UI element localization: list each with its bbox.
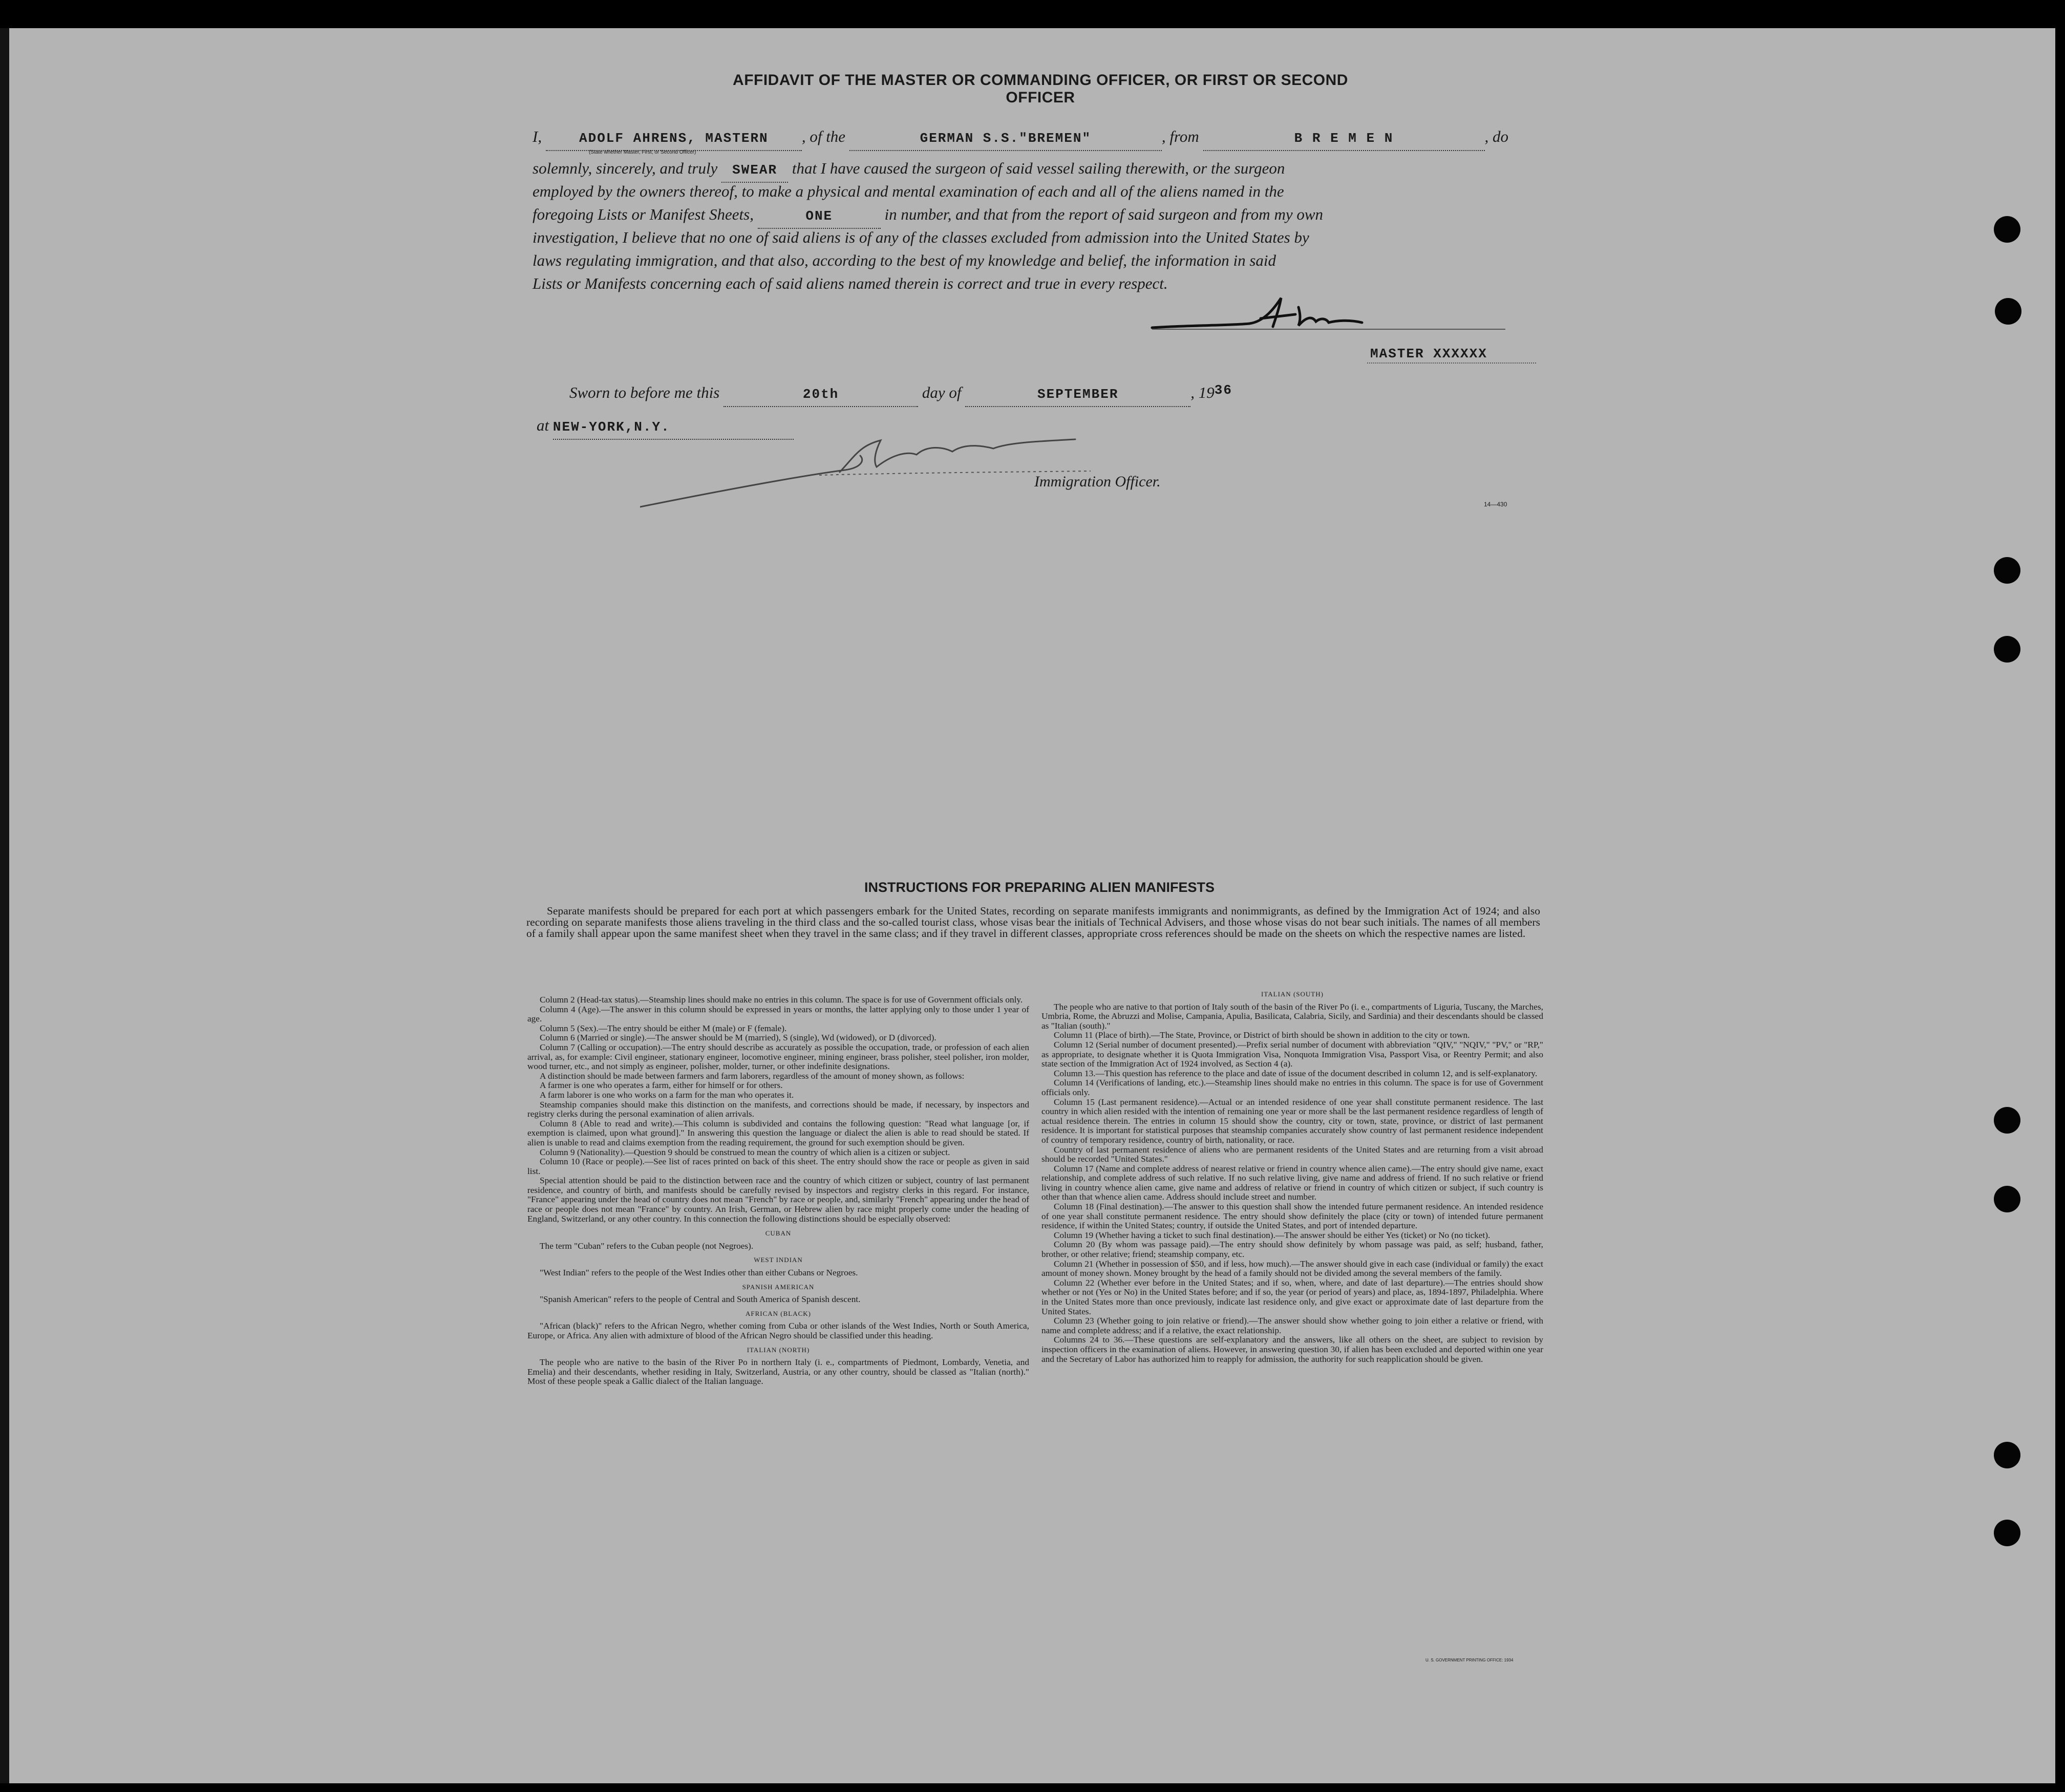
line2-start: solemnly, sincerely, and truly xyxy=(533,159,718,177)
section-heading: ITALIAN (SOUTH) xyxy=(1261,990,1324,998)
master-signature xyxy=(1147,292,1382,338)
instruction-paragraph: The term "Cuban" refers to the Cuban people (not Negroes). xyxy=(540,1241,754,1251)
of-the-label: , of the xyxy=(801,127,846,145)
instructions-title: INSTRUCTIONS FOR PREPARING ALIEN MANIFESTS xyxy=(864,880,1215,895)
printer-imprint: U. S. GOVERNMENT PRINTING OFFICE: 1934 xyxy=(1425,1658,1514,1662)
punch-hole xyxy=(1994,636,2020,663)
signer-title: MASTER XXXXXX xyxy=(1370,346,1487,361)
punch-hole xyxy=(1995,298,2021,325)
affidavit-line-7: Lists or Manifests concerning each of said aliens named therein is correct and true in every respect. xyxy=(533,274,1168,292)
officer-hint: (State whether Master, First, or Second Officer) xyxy=(589,150,696,155)
line4-start: foregoing Lists or Manifest Sheets, xyxy=(533,205,754,223)
oath-field: SWEAR xyxy=(721,159,788,183)
at-label: at xyxy=(537,416,549,434)
section-heading: SPANISH AMERICAN xyxy=(742,1283,815,1291)
punch-hole xyxy=(1994,1107,2020,1134)
instruction-paragraph: Column 11 (Place of birth).—The State, Province, or District of birth should be shown in addition to the city or town. xyxy=(1054,1030,1470,1040)
title-line xyxy=(1367,362,1536,364)
instruction-paragraph: A distinction should be made between farmers and farm laborers, regardless of the amount of money shown, as follows: xyxy=(540,1071,965,1081)
sworn-day-field: 20th xyxy=(723,383,918,407)
affidavit-line-6: laws regulating immigration, and that also, according to the best of my knowledge and belief, the information in said xyxy=(533,251,1276,269)
sheets-count-field: ONE xyxy=(758,205,881,229)
year-suffix: 36 xyxy=(1214,382,1232,398)
line2-end: that I have caused the surgeon of said vessel sailing therewith, or the surgeon xyxy=(792,159,1285,177)
instructions-left-column xyxy=(527,995,1029,1386)
left-dark-edge xyxy=(0,28,9,1783)
section-heading: CUBAN xyxy=(765,1229,792,1238)
affidavit-title: AFFIDAVIT OF THE MASTER OR COMMANDING OFFICER, OR FIRST OR SECOND OFFICER xyxy=(733,72,1348,106)
instruction-paragraph: A farmer is one who operates a farm, either for himself or for others. xyxy=(540,1080,783,1091)
instruction-paragraph: The people who are native to that portion of Italy south of the basin of the River Po (i. e., compartments of Liguria, Tuscany, the Marches, Umbria, Rome, the Abruzzi and Molise, Campania, Apulia, Basilicata, Calabria, Sicily, and Sardinia) and their descendants should be classed as "Italian (south)." xyxy=(1041,1001,1543,1031)
affidavit-line-2 xyxy=(533,157,1285,183)
year-prefix: , 19 xyxy=(1190,383,1215,401)
instruction-paragraph: Column 22 (Whether ever before in the United States; and if so, when, where, and date of last departure).—The entries should show whether or not (Yes or No) in the United States before; and if so, the year (or period of years) and place, as, 1894-1897, Philadelphia. Where in the United States more than once previously, indicate last residence only, and give exact or approximate date of last departure from the United States. xyxy=(1041,1277,1543,1316)
instruction-paragraph: Column 13.—This question has reference to the place and date of issue of the document described in column 12, and is self-explanatory. xyxy=(1054,1068,1538,1078)
section-heading: WEST INDIAN xyxy=(754,1256,803,1264)
instruction-paragraph: "African (black)" refers to the African Negro, whether coming from Cuba or other islands of the West Indies, North or South America, Europe, or Africa. Any alien with admixture of blood of the African Negro should be classified under this heading. xyxy=(527,1321,1029,1340)
vessel-field: GERMAN S.S."BREMEN" xyxy=(849,127,1162,151)
punch-hole xyxy=(1994,557,2020,584)
affidavit-line-1 xyxy=(533,125,1508,151)
instruction-paragraph: Column 4 (Age).—The answer in this column should be expressed in years or months, the latter applying only to those under 1 year of age. xyxy=(527,1004,1029,1024)
form-number: 14—430 xyxy=(1484,501,1507,508)
instruction-paragraph: Column 5 (Sex).—The entry should be either M (male) or F (female). xyxy=(540,1023,787,1033)
instruction-paragraph: Column 8 (Able to read and write).—This column is subdivided and contains the following question: "Read what language [or, if exemption is claimed, upon what ground]." In answering this question the language or dialect the alien is able to read should be stated. If alien is unable to read and claims exemption from the reading requirement, the ground for such exemption should be given. xyxy=(527,1118,1029,1147)
affidavit-line-5: investigation, I believe that no one of said aliens is of any of the classes excluded from admission into the United States by xyxy=(533,228,1309,246)
instruction-paragraph: Steamship companies should make this distinction on the manifests, and corrections should be made, if necessary, by inspectors and registry clerks during the personal examination of alien arrivals. xyxy=(527,1099,1029,1119)
instruction-paragraph: Column 21 (Whether in possession of $50, and if less, how much).—The answer should give in each case (individual or family) the exact amount of money shown. Money brought by the head of a family should not be divided among the several members of the family. xyxy=(1041,1258,1543,1278)
instruction-paragraph: Column 23 (Whether going to join relative or friend).—The answer should show whether going to join either a relative or friend, with name and complete address; and if a relative, the exact relationship. xyxy=(1041,1316,1543,1335)
instruction-paragraph: Special attention should be paid to the distinction between race and the country of which citizen or subject, country of last permanent residence, and country of birth, and manifests should be carefully revised by inspectors and registry clerks in this regard. For instance, "France" appearing under the head of country does not mean "French" by race or people, and, similarly "French" appearing under the head of race or people does not mean "France" by country. An Irish, German, or Hebrew alien by race might properly come under the heading of England, Switzerland, or any other country. In this connection the following distinctions should be especially observed: xyxy=(527,1176,1029,1224)
instruction-paragraph: Column 17 (Name and complete address of nearest relative or friend in country whence alien came).—The entry should give name, exact relationship, and complete address of such relative. If no such relative living, give name and address of friend. If no such relative or friend living in country whence alien came, give name and address of relative or friend in country of which citizen or subject, if such country is other than that whence alien came. Address should include street and number. xyxy=(1041,1163,1543,1202)
punch-hole xyxy=(1994,1520,2020,1546)
section-heading: ITALIAN (NORTH) xyxy=(747,1346,810,1354)
instruction-paragraph: Column 10 (Race or people).—See list of races printed on back of this sheet. The entry should show the race or people as given in said list. xyxy=(527,1157,1029,1176)
instruction-paragraph: "Spanish American" refers to the people of Central and South America of Spanish descent. xyxy=(540,1294,861,1305)
affidavit-line-4 xyxy=(533,203,1323,229)
instruction-paragraph: Columns 24 to 36.—These questions are self-explanatory and the answers, like all others on the sheet, are subject to revision by inspection officers in the examination of aliens. However, in answering question 30, if alien has been excluded and deported within one year and the Secretary of Labor has authorized him to reapply for admission, the authority for such reapplication should be given. xyxy=(1041,1335,1543,1364)
instruction-paragraph: "West Indian" refers to the people of the West Indies other than either Cubans or Negroes. xyxy=(540,1268,858,1278)
day-of-label: day of xyxy=(922,383,962,401)
place-field: NEW-YORK,N.Y. xyxy=(553,416,794,440)
instruction-paragraph: Column 15 (Last permanent residence).—Actual or an intended residence of one year shall constitute permanent residence. The last country in which alien resided with the intention of remaining one year or more shall be the last permanent residence regardless of length of actual residence therein. The entries in column 15 should show the country, city or town, state, province, or district of last permanent residence. It is important for statistical purposes that steamship companies accurately show country of last permanent residence independent of country of temporary residence, country of birth, nationality, or race. xyxy=(1041,1097,1543,1145)
port-field: B R E M E N xyxy=(1203,127,1485,151)
instruction-paragraph: Column 7 (Calling or occupation).—The entry should describe as accurately as possible the occupation, trade, or profession of each alien arrival, as, for example: Civil engineer, stationary engineer, locomotive engineer, mining engineer, brass polisher, steel polisher, iron molder, wood turner, etc., and not simply as engineer, polisher, molder, turner, or other indefinite designations. xyxy=(527,1042,1029,1072)
sworn-month-field: SEPTEMBER xyxy=(965,383,1190,407)
punch-hole xyxy=(1994,1442,2020,1468)
sworn-line xyxy=(569,379,1232,407)
from-label: , from xyxy=(1161,127,1199,145)
instruction-paragraph: Column 18 (Final destination).—The answer to this question shall show the intended future permanent residence. An intended residence of one year shall constitute permanent residence. The entry should show definitely the place (city or town) of intended future permanent residence, if within the United States; country, if outside the United States, and port of intended departure. xyxy=(1041,1202,1543,1231)
instruction-paragraph: Column 12 (Serial number of document presented).—Prefix serial number of document with abbreviation "QIV," "NQIV," "PV," or "RP," as appropriate, to designate whether it is Quota Immigration Visa, Nonquota Immigration Visa, Passport Visa, or Reentry Permit; and also state section of the Immigration Act of 1924 involved, as Section 4 (a). xyxy=(1041,1039,1543,1069)
instruction-paragraph: Column 19 (Whether having a ticket to such final destination).—The answer should be either Yes (ticket) or No (no ticket). xyxy=(1054,1230,1491,1240)
instruction-paragraph: Column 14 (Verifications of landing, etc.).—Steamship lines should make no entries in this column. The space is for use of Government officials only. xyxy=(1041,1078,1543,1097)
sworn-label: Sworn to before me this xyxy=(569,383,720,401)
immigration-officer-label: Immigration Officer. xyxy=(1034,473,1161,490)
instructions-right-column xyxy=(1041,985,1543,1364)
instruction-paragraph: Column 6 (Married or single).—The answer should be M (married), S (single), Wd (widowed), or D (divorced). xyxy=(540,1033,936,1043)
line4-end: in number, and that from the report of said surgeon and from my own xyxy=(884,205,1324,223)
officer-name-field: ADOLF AHRENS, MASTERN xyxy=(546,127,802,151)
do-label: , do xyxy=(1484,127,1508,145)
instruction-paragraph: Country of last permanent residence of aliens who are permanent residents of the United States and are returning from a visit abroad should be recorded "United States." xyxy=(1041,1144,1543,1164)
instruction-paragraph: The people who are native to the basin of the River Po in northern Italy (i. e., compartments of Piedmont, Lombardy, Venetia, and Emelia) and their descendants, whether residing in Italy, Switzerland, Austria, or any other country, should be classed as "Italian (north)." Most of these people speak a Gallic dialect of the Italian language. xyxy=(527,1357,1029,1386)
instruction-paragraph: Column 9 (Nationality).—Question 9 should be construed to mean the country of which alien is a citizen or subject. xyxy=(540,1147,950,1157)
punch-hole xyxy=(1994,1186,2020,1212)
section-heading: AFRICAN (BLACK) xyxy=(745,1309,812,1317)
signature-line xyxy=(1152,329,1505,330)
instruction-paragraph: Column 2 (Head-tax status).—Steamship lines should make no entries in this column. The space is for use of Government officials only. xyxy=(540,995,1023,1005)
instructions-intro: Separate manifests should be prepared for each port at which passengers embark for the United States, recording on separate manifests immigrants and nonimmigrants, as defined by the Immigration Act of 1924; and also recording on separate manifests those aliens traveling in the third class and the so-called tourist class, whose visas bear the initials of Technical Advisers, and those whose visas do not bear such initials. The names of all members of a family shall appear upon the same manifest sheet when they travel in the same class; and if they travel in different classes, appropriate cross references should be made on the sheets on which the respective names are listed. xyxy=(526,905,1540,940)
instruction-paragraph: A farm laborer is one who works on a farm for the man who operates it. xyxy=(540,1090,794,1100)
i-label: I, xyxy=(533,127,542,145)
instruction-paragraph: Column 20 (By whom was passage paid).—The entry should show definitely by whom passage was paid, as self; husband, father, brother, or other relative; friend; steamship company, etc. xyxy=(1041,1240,1543,1260)
punch-hole xyxy=(1994,216,2020,243)
affidavit-line-3: employed by the owners thereof, to make a physical and mental examination of each and all of the aliens named in the xyxy=(533,182,1284,200)
